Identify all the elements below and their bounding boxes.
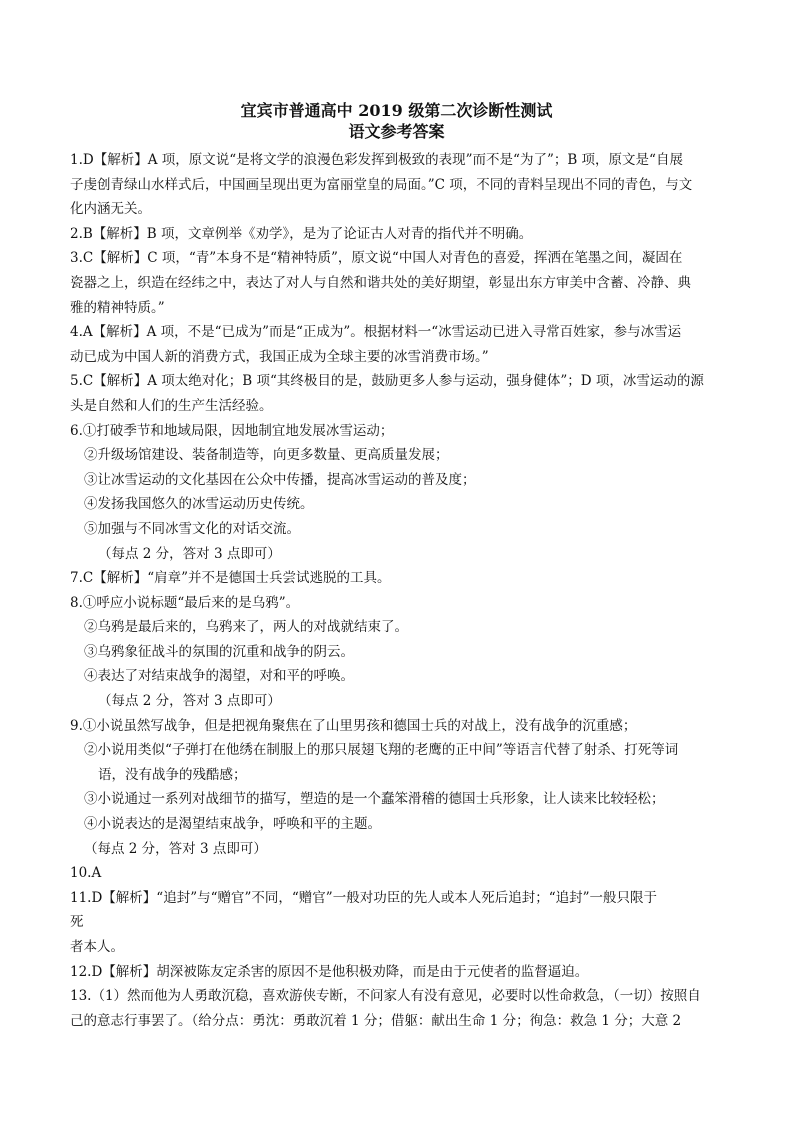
answer-line: ⑤加强与不同冰雪文化的对话交流。 [84,520,300,537]
answer-content [70,148,730,1033]
answer-line: ②乌鸦是最后来的，乌鸦来了，两人的对战就结束了。 [84,619,408,636]
answer-line: ②升级场馆建设、装备制造等，向更多数量、更高质量发展； [84,447,449,464]
answer-line: 头是自然和人们的生产生活经验。 [70,397,273,414]
answer-line: 语，没有战争的残酷感； [98,766,247,783]
page-subtitle: 语文参考答案 [348,122,445,141]
answer-line: 死 [70,914,84,931]
answer-line: 雅的精神特质。” [70,299,165,316]
answer-line: 2.B【解析】B 项，文章例举《劝学》，是为了论证古人对青的指代并不明确。 [70,225,533,242]
answer-line: 者本人。 [70,939,124,955]
answer-line: ④小说表达的是渴望结束战争，呼唤和平的主题。 [84,816,381,833]
answer-line: 9.①小说虽然写战争，但是把视角聚焦在了山里男孩和德国士兵的对战上，没有战争的沉重感； [70,717,637,734]
answer-line: 4.A【解析】A 项，不是“已成为”而是“正成为”。根据材料一“冰雪运动已进入寻常百姓家，参与冰雪运 [70,324,682,341]
answer-line: ④表达了对结束战争的渴望，对和平的呼唤。 [84,668,354,685]
answer-line: 化内涵无关。 [70,201,151,218]
answer-line: 12.D【解析】胡深被陈友定杀害的原因不是他积极劝降，而是由于元使者的监督逼迫。 [70,963,589,980]
answer-line: 8.①呼应小说标题“最后来的是乌鸦”。 [70,594,300,611]
answer-line: 1.D【解析】A 项，原文说“是将文学的浪漫色彩发挥到极致的表现”而不是“为了”；B 项，原文是“自展 [70,152,683,168]
answer-line: 己的意志行事罢了。（给分点：勇沈：勇敢沉着 1 分；借躯：献出生命 1 分；徇急：救急 1 分；大意 2 [70,1012,682,1029]
answer-line: ③让冰雪运动的文化基因在公众中传播，提高冰雪运动的普及度； [84,471,476,488]
answer-line: 子虔创青绿山水样式后，中国画呈现出更为富丽堂皇的局面。”C 项，不同的青料呈现出不同的青色，与文 [70,176,693,193]
answer-line: ④发扬我国悠久的冰雪运动历史传统。 [84,496,314,513]
answer-line: 瓷器之上，织造在经纬之中，表达了对人与自然和谐共处的美好期望，彰显出东方审美中含蓄、冷静、典 [70,274,691,291]
answer-line: 3.C【解析】C 项，“青”本身不是“精神特质”，原文说“中国人对青色的喜爱，挥洒在笔墨之间，凝固在 [70,250,683,267]
answer-line: ②小说用类似“子弹打在他绣在制服上的那只展翅飞翔的老鹰的正中间”等语言代替了射杀、打死等词 [84,742,679,759]
answer-line: 10.A [70,865,102,882]
answer-line: 动已成为中国人新的消费方式，我国正成为全球主要的冰雪消费市场。” [70,348,489,365]
answer-line: 6.①打破季节和地域局限，因地制宜地发展冰雪运动； [70,422,394,439]
scoring-note: （每点 2 分，答对 3 点即可） [84,840,267,857]
answer-line: 5.C【解析】A 项太绝对化；B 项“其终极目的是，鼓励更多人参与运动，强身健体”；D 项，冰雪运动的源 [70,373,704,390]
answer-line: ③乌鸦象征战斗的氛围的沉重和战争的阴云。 [84,643,354,660]
scoring-note: （每点 2 分，答对 3 点即可） [98,545,281,562]
page-title: 宜宾市普通高中 2019 级第二次诊断性测试 [240,101,553,120]
answer-line: 7.C【解析】“肩章”并不是德国士兵尝试逃脱的工具。 [70,570,391,587]
answer-line: 13.（1）然而他为人勇敢沉稳，喜欢游侠专断，不问家人有没有意见，必要时以性命救急，（一切）按照自 [70,988,701,1005]
answer-line: 11.D【解析】“追封”与“赠官”不同，“赠官”一般对功臣的先人或本人死后追封；“追封”一般只限于 [70,889,658,906]
page-header [0,100,793,142]
scoring-note: （每点 2 分，答对 3 点即可） [98,693,281,710]
answer-line: ③小说通过一系列对战细节的描写，塑造的是一个蠢笨滑稽的德国士兵形象，让人读来比较轻松； [84,791,665,808]
